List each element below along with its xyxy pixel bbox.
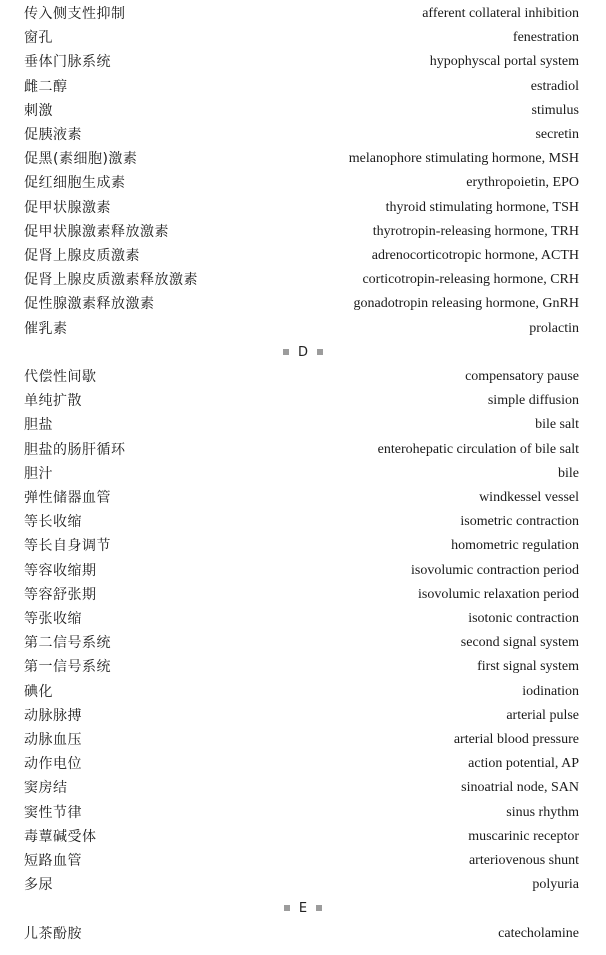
term-chinese: 窦房结 xyxy=(24,780,68,797)
glossary-entry xyxy=(0,607,606,631)
term-english: isovolumic contraction period xyxy=(411,562,579,578)
section-square-right-icon xyxy=(316,905,322,911)
term-english: arteriovenous shunt xyxy=(468,853,579,868)
glossary-entry xyxy=(0,776,606,800)
term-english: simple diffusion xyxy=(487,393,579,409)
term-english: enterohepatic circulation of bile salt xyxy=(377,441,579,457)
term-english: windkessel vessel xyxy=(479,490,579,505)
term-chinese: 多尿 xyxy=(24,877,53,894)
glossary-entry xyxy=(0,655,606,679)
term-chinese: 促甲状腺激素释放激素 xyxy=(24,223,169,240)
section-square-left-icon xyxy=(284,905,290,911)
glossary-entry xyxy=(0,680,606,704)
term-english: thyrotropin-releasing hormone, TRH xyxy=(372,223,579,239)
glossary-entry xyxy=(0,196,606,220)
glossary-entry xyxy=(0,849,606,873)
term-chinese: 短路血管 xyxy=(24,853,82,869)
term-chinese: 胆盐 xyxy=(24,417,53,434)
term-english: isotonic contraction xyxy=(468,611,579,626)
term-english: isovolumic relaxation period xyxy=(418,586,579,602)
glossary-entry xyxy=(0,559,606,583)
term-english: erythropoietin, EPO xyxy=(466,175,579,191)
term-chinese: 单纯扩散 xyxy=(24,393,82,410)
term-chinese: 促甲状腺激素 xyxy=(24,199,111,216)
term-english: sinus rhythm xyxy=(506,804,579,820)
term-chinese: 动脉血压 xyxy=(24,732,82,748)
section-letter: D xyxy=(297,344,308,360)
term-chinese: 弹性储器血管 xyxy=(24,490,111,506)
term-english: isometric contraction xyxy=(460,514,579,530)
glossary-entry xyxy=(0,244,606,268)
section-letter: E xyxy=(298,901,308,917)
term-english: arterial pulse xyxy=(506,707,579,723)
term-chinese: 等容收缩期 xyxy=(24,562,97,579)
term-english: second signal system xyxy=(460,635,579,651)
term-english: adrenocorticotropic hormone, ACTH xyxy=(371,248,579,263)
glossary-entry xyxy=(0,486,606,510)
term-chinese: 动脉脉搏 xyxy=(24,707,82,724)
term-english: homometric regulation xyxy=(451,538,579,554)
glossary-entry xyxy=(0,462,606,486)
term-chinese: 促胰液素 xyxy=(24,127,82,143)
glossary-entry xyxy=(0,510,606,534)
term-english: secretin xyxy=(535,127,579,142)
glossary-entry xyxy=(0,2,606,26)
term-chinese: 等张收缩 xyxy=(24,611,82,627)
glossary-entry xyxy=(0,75,606,99)
term-chinese: 第二信号系统 xyxy=(24,635,111,652)
glossary-entry xyxy=(0,704,606,728)
glossary-entry xyxy=(0,147,606,171)
term-english: stimulus xyxy=(531,102,579,118)
term-english: hypophyscal portal system xyxy=(429,54,579,70)
term-english: muscarinic receptor xyxy=(468,828,579,844)
section-header-d xyxy=(0,341,606,365)
term-chinese: 促红细胞生成素 xyxy=(24,175,126,192)
term-chinese: 等长收缩 xyxy=(24,514,82,531)
term-chinese: 雌二醇 xyxy=(24,78,68,95)
glossary-entry xyxy=(0,801,606,825)
glossary-entry xyxy=(0,631,606,655)
term-english: gonadotropin releasing hormone, GnRH xyxy=(353,296,579,312)
term-chinese: 代偿性间歇 xyxy=(24,369,97,385)
glossary-entry xyxy=(0,171,606,195)
glossary-entry xyxy=(0,534,606,558)
term-english: bile xyxy=(558,465,579,481)
term-english: sinoatrial node, SAN xyxy=(461,780,579,796)
glossary-entry xyxy=(0,873,606,897)
term-chinese: 刺激 xyxy=(24,102,53,119)
section-header-e xyxy=(0,897,606,921)
term-chinese: 等容舒张期 xyxy=(24,586,97,603)
glossary-entry xyxy=(0,26,606,50)
glossary-entry xyxy=(0,438,606,462)
glossary-entry xyxy=(0,365,606,389)
term-english: corticotropin-releasing hormone, CRH xyxy=(362,272,579,288)
term-english: prolactin xyxy=(529,320,579,336)
term-english: fenestration xyxy=(512,30,579,46)
glossary-entry xyxy=(0,825,606,849)
term-english: polyuria xyxy=(532,877,579,893)
glossary-entry xyxy=(0,292,606,316)
term-english: afferent collateral inhibition xyxy=(422,6,579,21)
term-english: estradiol xyxy=(530,78,579,94)
term-chinese: 等长自身调节 xyxy=(24,538,111,555)
term-chinese: 碘化 xyxy=(24,683,53,700)
section-square-right-icon xyxy=(317,349,323,355)
glossary-entry xyxy=(0,220,606,244)
term-english: action potential, AP xyxy=(468,756,579,772)
term-chinese: 儿茶酚胺 xyxy=(24,925,82,942)
term-english: bile salt xyxy=(535,417,579,433)
term-english: thyroid stimulating hormone, TSH xyxy=(385,199,579,215)
glossary-entry xyxy=(0,389,606,413)
section-square-left-icon xyxy=(283,349,289,355)
term-chinese: 毒蕈碱受体 xyxy=(24,828,97,845)
glossary-entry xyxy=(0,728,606,752)
glossary-entry xyxy=(0,268,606,292)
term-chinese: 动作电位 xyxy=(24,756,82,773)
term-chinese: 传入侧支性抑制 xyxy=(24,6,126,22)
term-chinese: 促肾上腺皮质激素 xyxy=(24,248,140,264)
term-chinese: 垂体门脉系统 xyxy=(24,54,111,71)
term-english: arterial blood pressure xyxy=(453,732,579,747)
term-chinese: 催乳素 xyxy=(24,320,68,337)
term-english: catecholamine xyxy=(498,925,579,941)
term-chinese: 窦性节律 xyxy=(24,804,82,821)
term-english: melanophore stimulating hormone, MSH xyxy=(348,151,579,167)
term-chinese: 促黑(素细胞)激素 xyxy=(24,151,138,168)
term-chinese: 促性腺激素释放激素 xyxy=(24,296,155,313)
term-chinese: 胆盐的肠肝循环 xyxy=(24,441,126,458)
term-chinese: 第一信号系统 xyxy=(24,659,111,676)
glossary-entry xyxy=(0,50,606,74)
glossary-entry xyxy=(0,123,606,147)
term-english: first signal system xyxy=(477,659,579,675)
term-english: iodination xyxy=(522,683,579,699)
term-chinese: 胆汁 xyxy=(24,465,53,482)
glossary-entry xyxy=(0,317,606,341)
term-chinese: 窗孔 xyxy=(24,30,53,47)
glossary-entry xyxy=(0,752,606,776)
glossary-entry xyxy=(0,413,606,437)
glossary-entry xyxy=(0,583,606,607)
glossary-entry xyxy=(0,922,606,946)
term-english: compensatory pause xyxy=(465,369,579,384)
term-chinese: 促肾上腺皮质激素释放激素 xyxy=(24,272,198,289)
glossary-entry xyxy=(0,99,606,123)
